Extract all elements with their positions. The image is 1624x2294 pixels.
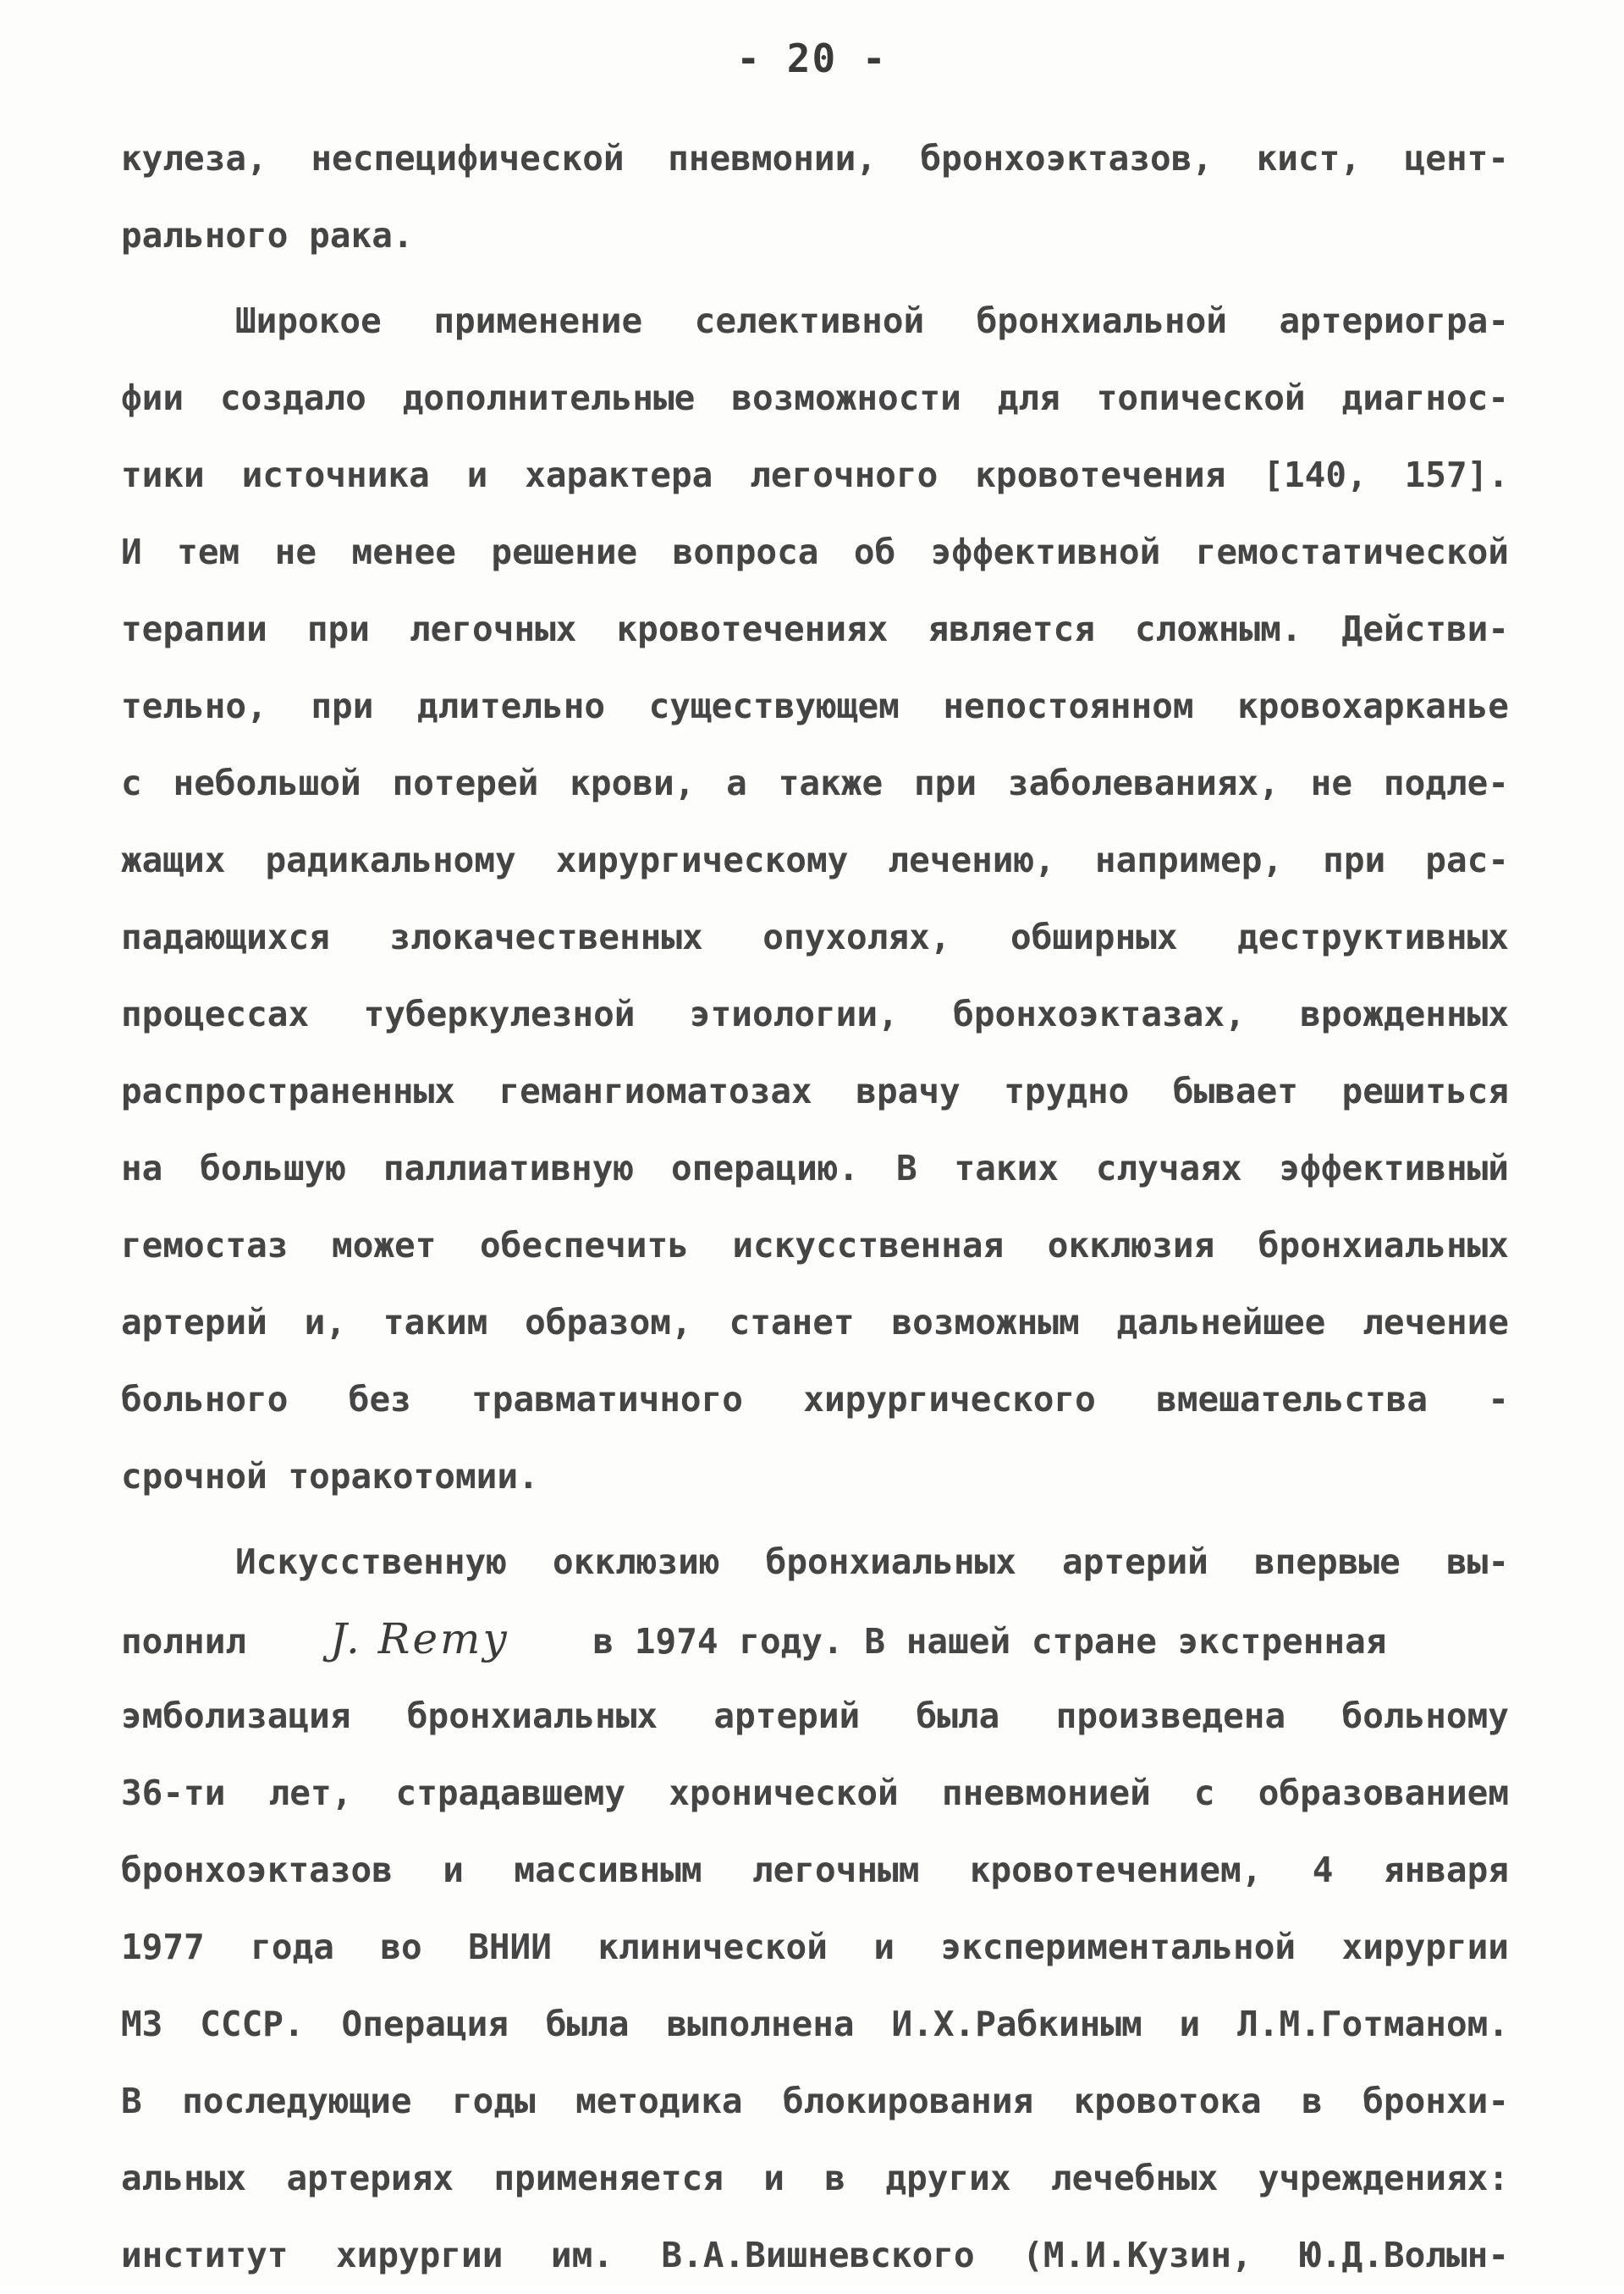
text-fragment: полнил bbox=[121, 1621, 247, 1662]
text-line: гемостаз может обеспечить искусственная окклюзия бронхиальных bbox=[121, 1225, 1509, 1266]
text-line: 36-ти лет, страдавшему хронической пневмонией с образованием bbox=[121, 1773, 1509, 1813]
text-line: больного без травматичного хирургического вмешательства - bbox=[121, 1379, 1509, 1420]
text-line: бронхоэктазов и массивным легочным кровотечением, 4 января bbox=[121, 1850, 1509, 1890]
text-line: с небольшой потерей крови, а также при заболеваниях, не подле- bbox=[121, 763, 1509, 803]
text-line: институт хирургии им. В.А.Вишневского (М.И.Кузин, Ю.Д.Волын- bbox=[121, 2235, 1509, 2275]
text-line: И тем не менее решение вопроса об эффективной гемостатической bbox=[121, 532, 1509, 572]
text-line: падающихся злокачественных опухолях, обширных деструктивных bbox=[121, 917, 1509, 957]
text-line: тельно, при длительно существующем непостоянном кровохарканье bbox=[121, 686, 1509, 726]
text-line: артерий и, таким образом, станет возможным дальнейшее лечение bbox=[121, 1302, 1509, 1343]
text-line: эмболизация бронхиальных артерий была произведена больному bbox=[121, 1696, 1509, 1736]
text-line: на большую паллиативную операцию. В таких случаях эффективный bbox=[121, 1148, 1509, 1188]
text-line: рального рака. bbox=[121, 215, 414, 256]
page-number: - 20 - bbox=[736, 36, 888, 81]
text-line: срочной торакотомии. bbox=[121, 1456, 539, 1497]
text-line: процессах туберкулезной этиологии, бронхоэктазах, врожденных bbox=[121, 994, 1509, 1034]
text-line: тики источника и характера легочного кровотечения [140, 157]. bbox=[121, 455, 1509, 495]
text-line: жащих радикальному хирургическому лечению, например, при рас- bbox=[121, 840, 1509, 880]
text-line: терапии при легочных кровотечениях является сложным. Действи- bbox=[121, 609, 1509, 649]
text-line: В последующие годы методика блокирования кровотока в бронхи- bbox=[121, 2081, 1509, 2121]
text-line: Искусственную окклюзию бронхиальных артерий впервые вы- bbox=[235, 1541, 1509, 1582]
handwritten-author-name: J. Remy bbox=[329, 1614, 509, 1663]
text-line: распространенных гемангиоматозах врачу трудно бывает решиться bbox=[121, 1071, 1509, 1111]
text-line-with-handwriting bbox=[121, 1601, 1509, 1678]
document-body bbox=[121, 120, 1509, 2294]
text-line: альных артериях применяется и в других лечебных учреждениях: bbox=[121, 2158, 1509, 2198]
text-fragment: в 1974 году. В нашей стране экстренная bbox=[592, 1621, 1387, 1662]
text-line: Широкое применение селективной бронхиальной артериогра- bbox=[235, 301, 1509, 341]
text-line: фии создало дополнительные возможности для топической диагнос- bbox=[121, 378, 1509, 418]
text-line: кулеза, неспецифической пневмонии, бронхоэктазов, кист, цент- bbox=[121, 138, 1509, 179]
text-line: МЗ СССР. Операция была выполнена И.Х.Рабкиным и Л.М.Готманом. bbox=[121, 2004, 1509, 2044]
text-line: 1977 года во ВНИИ клинической и экспериментальной хирургии bbox=[121, 1927, 1509, 1967]
